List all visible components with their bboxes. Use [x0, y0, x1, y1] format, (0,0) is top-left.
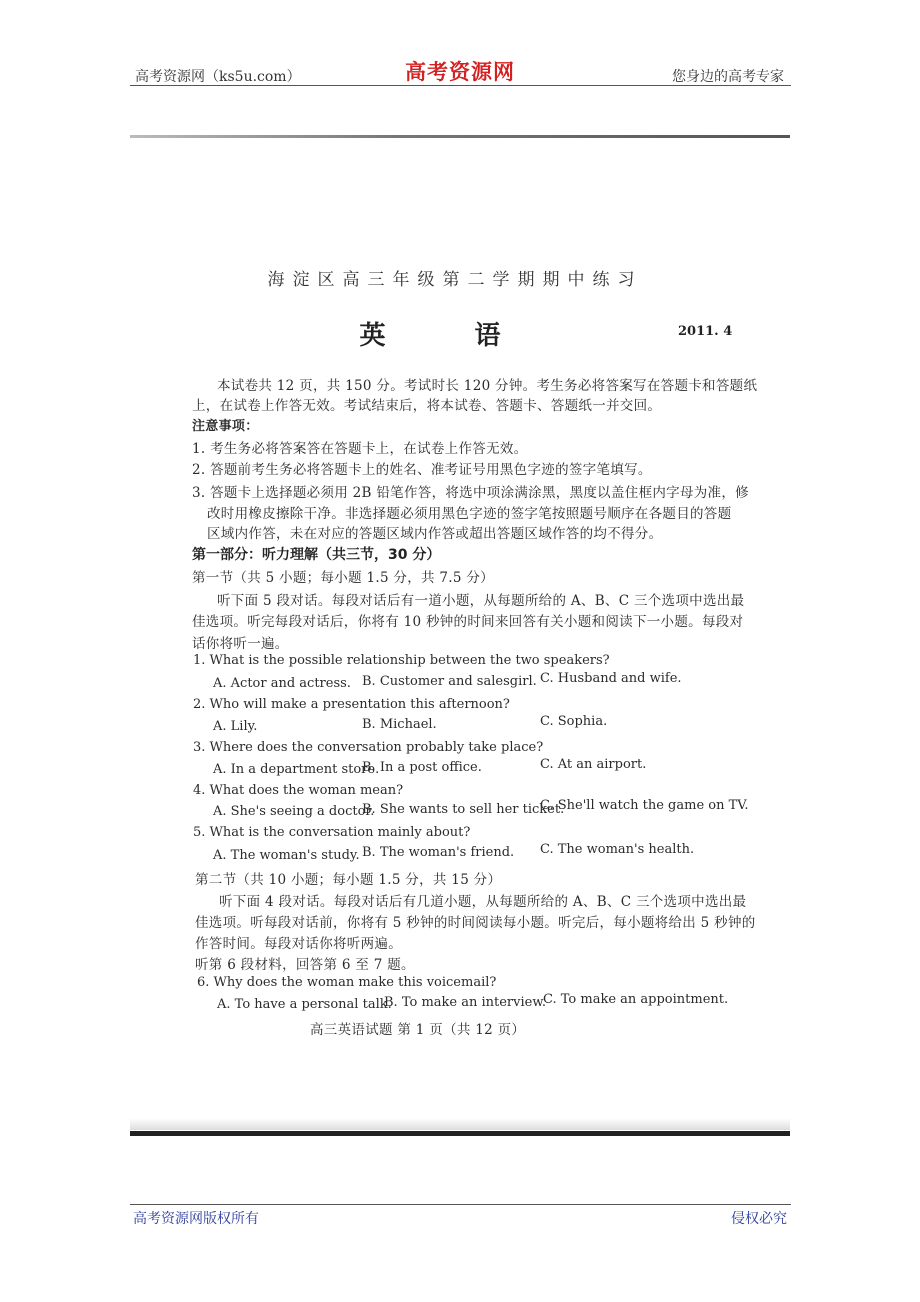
option-a: A. To have a personal talk.	[217, 997, 392, 1012]
section2-instruction: 听下面 4 段对话。每段对话后有几道小题，从每题所给的 A、B、C 三个选项中选出最	[219, 894, 747, 910]
option-a: A. The woman's study.	[213, 848, 360, 863]
intro-line: 上，在试卷上作答无效。考试结束后，将本试卷、答题卡、答题纸一并交回。	[192, 398, 662, 414]
header-site-name: 高考资源网（ks5u.com）	[135, 69, 301, 85]
exam-subject: 英 语	[359, 321, 541, 351]
option-b: B. In a post office.	[362, 760, 482, 775]
section1-heading: 第一节（共 5 小题；每小题 1.5 分，共 7.5 分）	[192, 570, 494, 586]
section1-instruction: 话你将听一遍。	[192, 636, 289, 652]
option-c: C. She'll watch the game on TV.	[540, 798, 749, 813]
question-text: 3. Where does the conversation probably take place?	[193, 740, 544, 755]
section1-instruction: 听下面 5 段对话。每段对话后有一道小题，从每题所给的 A、B、C 三个选项中选出最	[217, 593, 745, 609]
option-b: B. Customer and salesgirl.	[362, 674, 537, 689]
option-a: A. Actor and actress.	[213, 676, 351, 691]
option-a: A. She's seeing a doctor.	[213, 804, 375, 819]
scan-bottom-edge	[130, 1131, 790, 1136]
section1-instruction: 佳选项。听完每段对话后，你将有 10 秒钟的时间来回答有关小题和阅读下一小题。每段对	[192, 614, 744, 630]
scan-bottom-shadow	[130, 1118, 790, 1130]
note-line: 2. 答题前考生务必将答题卡上的姓名、准考证号用黑色字迹的签字笔填写。	[192, 462, 652, 478]
part1-heading: 第一部分：听力理解（共三节，30 分）	[192, 547, 441, 563]
option-c: C. Husband and wife.	[540, 671, 682, 686]
option-a: A. In a department store.	[213, 762, 380, 777]
note-line: 区域内作答，未在对应的答题区域内作答或超出答题区域作答的均不得分。	[207, 526, 663, 542]
section2-instruction: 佳选项。听每段对话前，你将有 5 秒钟的时间阅读每小题。听完后，每小题将给出 5 秒钟的	[195, 915, 756, 931]
option-b: B. She wants to sell her ticket.	[362, 802, 565, 817]
footer-rule	[130, 1204, 791, 1205]
option-c: C. The woman's health.	[540, 842, 695, 857]
note-line: 改时用橡皮擦除干净。非选择题必须用黑色字迹的签字笔按照题号顺序在各题目的答题	[207, 506, 732, 522]
exam-date: 2011. 4	[678, 324, 733, 339]
page-number: 高三英语试题 第 1 页（共 12 页）	[310, 1022, 526, 1038]
question-text: 4. What does the woman mean?	[193, 783, 404, 798]
option-b: B. The woman's friend.	[362, 845, 515, 860]
header-slogan: 您身边的高考专家	[672, 69, 784, 85]
option-c: C. To make an appointment.	[543, 992, 729, 1007]
section2-heading: 第二节（共 10 小题；每小题 1.5 分，共 15 分）	[195, 872, 502, 888]
option-c: C. At an airport.	[540, 757, 647, 772]
header-rule	[130, 85, 791, 86]
footer-copyright: 高考资源网版权所有	[133, 1211, 259, 1227]
option-c: C. Sophia.	[540, 714, 608, 729]
question-text: 5. What is the conversation mainly about?	[193, 825, 471, 840]
option-b: B. Michael.	[362, 717, 437, 732]
note-line: 3. 答题卡上选择题必须用 2B 铅笔作答，将选中项涂满涂黑，黑度以盖住框内字母为准，修	[192, 485, 749, 501]
option-a: A. Lily.	[213, 719, 258, 734]
section2-material: 听第 6 段材料，回答第 6 至 7 题。	[195, 957, 415, 973]
intro-line: 本试卷共 12 页，共 150 分。考试时长 120 分钟。考生务必将答案写在答题卡和答题纸	[217, 378, 758, 394]
option-b: B. To make an interview.	[384, 995, 547, 1010]
question-text: 2. Who will make a presentation this afternoon?	[193, 697, 510, 712]
section2-instruction: 作答时间。每段对话你将听两遍。	[195, 936, 402, 952]
note-line: 1. 考生务必将答案答在答题卡上，在试卷上作答无效。	[192, 441, 528, 457]
question-text: 1. What is the possible relationship between the two speakers?	[193, 653, 610, 668]
header-logo: 高考资源网	[405, 60, 515, 84]
scan-top-edge	[130, 135, 790, 138]
question-text: 6. Why does the woman make this voicemail?	[197, 975, 497, 990]
exam-title: 海淀区高三年级第二学期期中练习	[267, 270, 643, 290]
footer-notice: 侵权必究	[731, 1211, 787, 1227]
notes-heading: 注意事项：	[192, 419, 259, 434]
